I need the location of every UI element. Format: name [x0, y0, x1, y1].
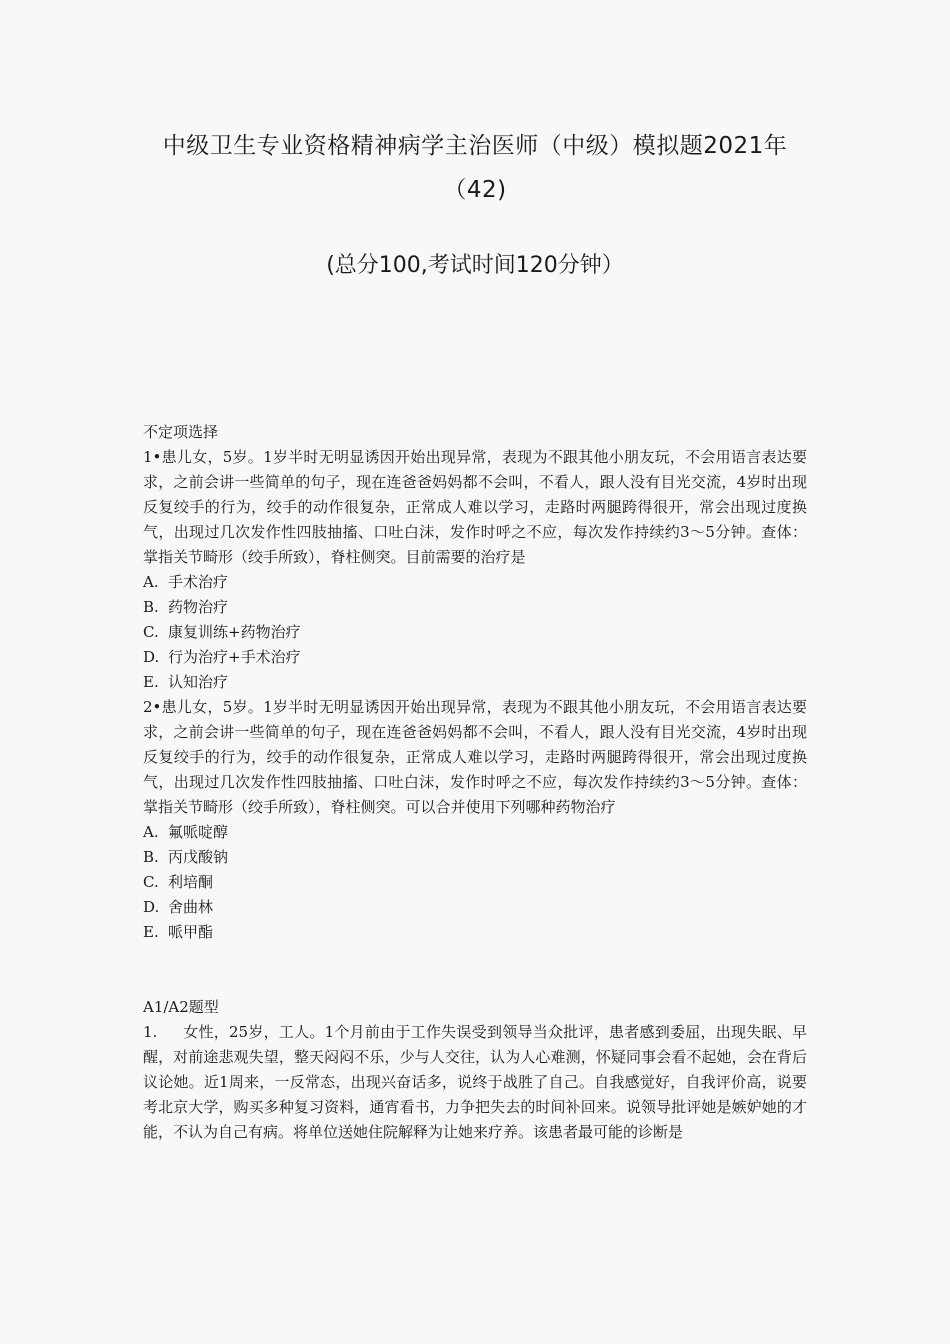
option-letter: D.	[143, 648, 160, 666]
option-letter: B.	[143, 848, 159, 866]
section-a1a2	[143, 995, 807, 1145]
question-text: 2•患儿女，5岁。1岁半时无明显诱因开始出现异常，表现为不跟其他小朋友玩，不会用语言表达要求，之前会讲一些简单的句子，现在连爸爸妈妈都不会叫，不看人，跟人没有目光交流，4岁时出现反复绞手的行为，绞手的动作很复杂，正常成人难以学习，走路时两腿跨得很开，常会出现过度换气，出现过几次发作性四肢抽搐、口吐白沫，发作时呼之不应，每次发作持续约3〜5分钟。查体：掌指关节畸形（绞手所致），脊柱侧突。可以合并使用下列哪种药物治疗	[143, 698, 807, 816]
option-letter: B.	[143, 598, 159, 616]
question-body: 女性，25岁，工人。1个月前由于工作失误受到领导当众批评，患者感到委屈，出现失眠、早醒，对前途悲观失望，整天闷闷不乐，少与人交往，认为人心难测，怀疑同事会看不起她，会在背后议论她。近1周来，一反常态，出现兴奋话多，说终于战胜了自己。自我感觉好，自我评价高，说要考北京大学，购买多种复习资料，通宵看书，力争把失去的时间补回来。说领导批评她是嫉妒她的才能，不认为自己有病。将单位送她住院解释为让她来疗养。该患者最可能的诊断是	[143, 1023, 807, 1141]
option-letter: C.	[143, 623, 159, 641]
option-text: 丙戊酸钠	[168, 848, 229, 866]
option-text: 行为治疗+手术治疗	[168, 648, 301, 666]
option-text: 氟哌啶醇	[168, 823, 229, 841]
option-list	[143, 820, 807, 945]
option-item	[143, 570, 807, 595]
section-heading: 不定项选择	[143, 423, 219, 441]
option-item	[143, 645, 807, 670]
option-text: 手术治疗	[168, 573, 229, 591]
question-block	[143, 445, 807, 695]
option-item	[143, 620, 807, 645]
document-subtitle: (总分100,考试时间120分钟）	[326, 253, 624, 278]
option-letter: A.	[143, 573, 159, 591]
question-block	[143, 1020, 807, 1145]
option-item	[143, 845, 807, 870]
option-letter: C.	[143, 873, 159, 891]
option-text: 哌甲酯	[168, 923, 214, 941]
option-item	[143, 870, 807, 895]
question-text: 1•患儿女，5岁。1岁半时无明显诱因开始出现异常，表现为不跟其他小朋友玩，不会用语言表达要求，之前会讲一些简单的句子，现在连爸爸妈妈都不会叫，不看人，跟人没有目光交流，4岁时出现反复绞手的行为，绞手的动作很复杂，正常成人难以学习，走路时两腿跨得很开，常会出现过度换气，出现过几次发作性四肢抽搐、口吐白沫，发作时呼之不应，每次发作持续约3〜5分钟。查体：掌指关节畸形（绞手所致），脊柱侧突。目前需要的治疗是	[143, 448, 807, 566]
option-item	[143, 595, 807, 620]
option-text: 利培酮	[168, 873, 214, 891]
option-item	[143, 670, 807, 695]
option-item	[143, 895, 807, 920]
question-text	[143, 1020, 807, 1145]
option-letter: D.	[143, 898, 160, 916]
option-text: 康复训练+药物治疗	[168, 623, 301, 641]
option-text: 药物治疗	[168, 598, 229, 616]
question-number: 1.	[143, 1023, 158, 1041]
option-letter: A.	[143, 823, 159, 841]
option-letter: E.	[143, 673, 159, 691]
option-item	[143, 820, 807, 845]
option-item	[143, 920, 807, 945]
option-text: 认知治疗	[168, 673, 229, 691]
document-title: 中级卫生专业资格精神病学主治医师（中级）模拟题2021年（42)	[162, 133, 788, 203]
section-heading: A1/A2题型	[143, 998, 219, 1016]
question-block	[143, 695, 807, 945]
option-text: 舍曲林	[168, 898, 214, 916]
document-body	[143, 420, 807, 1145]
option-letter: E.	[143, 923, 159, 941]
option-list	[143, 570, 807, 695]
section-spacer	[143, 945, 807, 995]
section-indefinite-choice	[143, 420, 807, 945]
